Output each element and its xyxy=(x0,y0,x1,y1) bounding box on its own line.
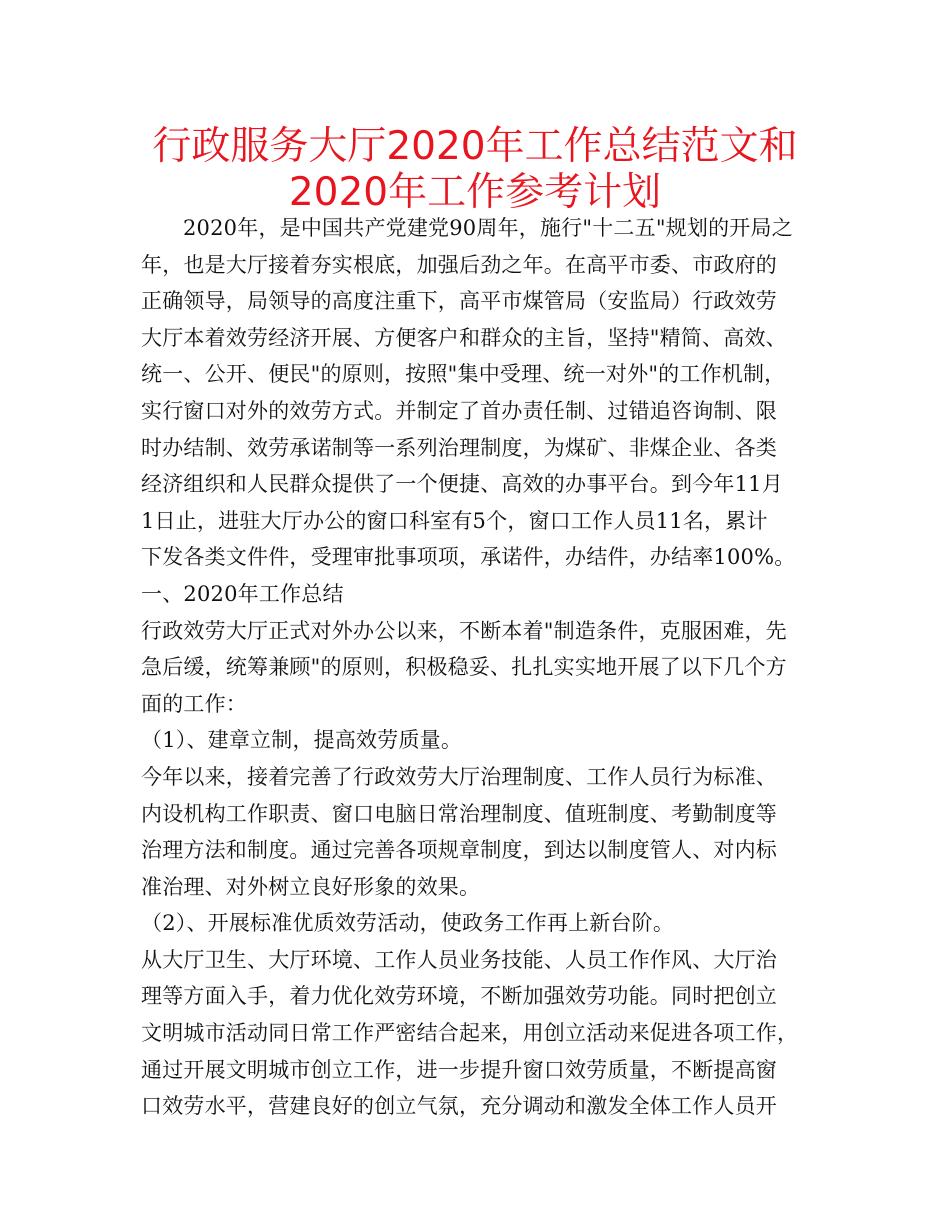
paragraph-line: 实行窗口对外的效劳方式。并制定了首办责任制、过错追咨询制、限 xyxy=(141,398,777,423)
paragraph-line: 1日止，进驻大厅办公的窗口科室有5个，窗口工作人员11名，累计 xyxy=(141,508,768,533)
paragraph-line: 内设机构工作职责、窗口电脑日常治理制度、值班制度、考勤制度等 xyxy=(141,801,777,826)
paragraph-line: 面的工作： xyxy=(141,691,247,716)
document-title-line-2: 2020年工作参考计划 xyxy=(288,170,662,215)
subsection-heading: （2）、开展标准优质效劳活动，使政务工作再上新台阶。 xyxy=(141,911,675,936)
paragraph-line: 年，也是大厅接着夯实根底，加强后劲之年。在高平市委、市政府的 xyxy=(141,252,777,277)
subsection-heading: （1）、建章立制，提高效劳质量。 xyxy=(141,728,463,753)
paragraph-line: 下发各类文件件，受理审批事项项，承诺件，办结件，办结率100%。 xyxy=(141,545,796,570)
paragraph-line: 经济组织和人民群众提供了一个便捷、高效的办事平台。到今年11月 xyxy=(141,472,783,497)
paragraph-line: 口效劳水平，营建良好的创立气氛，充分调动和激发全体工作人员开 xyxy=(141,1094,777,1119)
paragraph-line: 今年以来，接着完善了行政效劳大厅治理制度、工作人员行为标准、 xyxy=(141,764,777,789)
paragraph-line: 治理方法和制度。通过完善各项规章制度，到达以制度管人、对内标 xyxy=(141,838,777,863)
paragraph-line: 统一、公开、便民"的原则，按照"集中受理、统一对外"的工作机制， xyxy=(141,362,786,387)
document-body xyxy=(141,210,821,1125)
section-heading: 一、2020年工作总结 xyxy=(141,581,344,606)
paragraph-line: 时办结制、效劳承诺制等一系列治理制度，为煤矿、非煤企业、各类 xyxy=(141,435,777,460)
paragraph-line: 正确领导，局领导的高度注重下，高平市煤管局（安监局）行政效劳 xyxy=(141,289,777,314)
paragraph-line: 准治理、对外树立良好形象的效果。 xyxy=(141,874,481,899)
document-title-line-1: 行政服务大厅2020年工作总结范文和 xyxy=(152,124,798,169)
paragraph-line: 从大厅卫生、大厅环境、工作人员业务技能、人员工作作风、大厅治 xyxy=(141,947,777,972)
paragraph-line: 大厅本着效劳经济开展、方便客户和群众的主旨，坚持"精简、高效、 xyxy=(141,325,787,350)
paragraph-line: 急后缓，统筹兼顾"的原则，积极稳妥、扎扎实实地开展了以下几个方 xyxy=(141,655,787,680)
paragraph-line: 2020年，是中国共产党建党90周年，施行"十二五"规划的开局之 xyxy=(183,216,793,240)
paragraph-line: 理等方面入手，着力优化效劳环境，不断加强效劳功能。同时把创立 xyxy=(141,984,777,1009)
paragraph-line: 文明城市活动同日常工作严密结合起来，用创立活动来促进各项工作， xyxy=(141,1021,799,1046)
paragraph-line: 行政效劳大厅正式对外办公以来，不断本着"制造条件，克服困难，先 xyxy=(141,618,787,643)
paragraph-line: 通过开展文明城市创立工作，进一步提升窗口效劳质量，不断提高窗 xyxy=(141,1057,777,1082)
